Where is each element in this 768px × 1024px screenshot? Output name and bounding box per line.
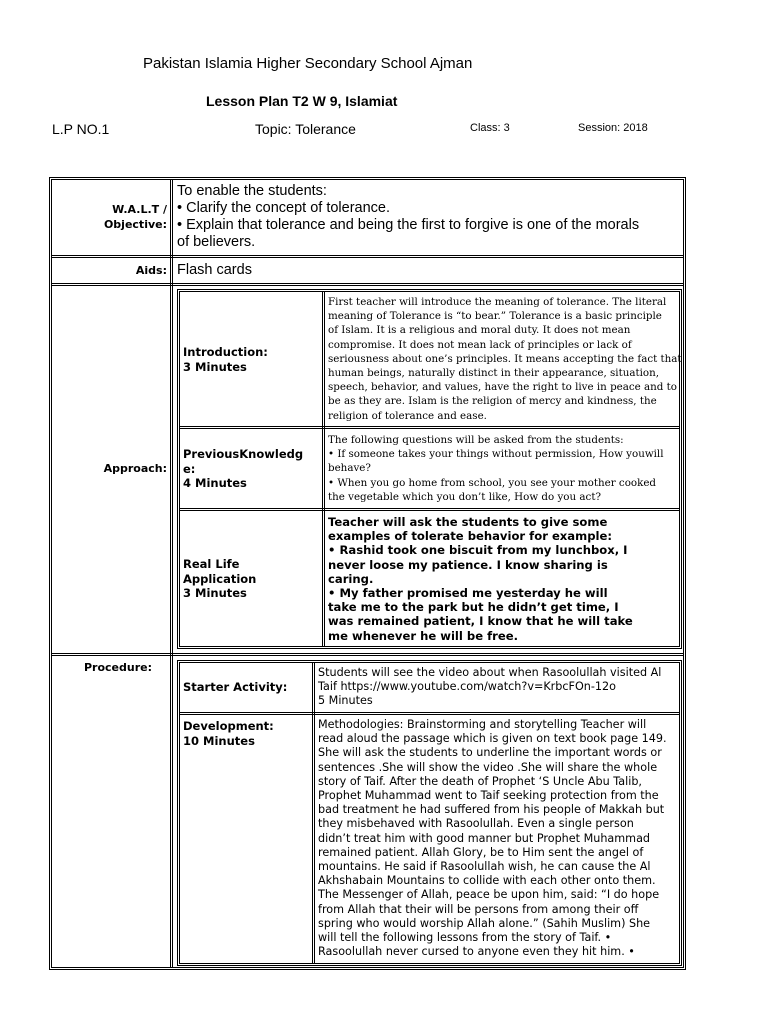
approach-label: Approach:	[103, 462, 167, 475]
row-divider	[51, 285, 684, 286]
approach-row-divider	[179, 426, 680, 427]
row-divider	[51, 283, 684, 284]
lesson-topic: Topic: Tolerance	[255, 121, 356, 137]
walt-objective-label: W.A.L.T / Objective:	[103, 203, 167, 231]
procedure-row-divider	[179, 712, 680, 713]
column-divider	[170, 179, 171, 968]
row-divider	[51, 655, 684, 656]
introduction-label: Introduction: 3 Minutes	[183, 345, 268, 374]
development-label: Development: 10 Minutes	[183, 719, 274, 748]
real-life-application-text: Teacher will ask the students to give some examples of tolerate behavior for example: • Rashid took one biscuit from my lunchbox, I never loose my patience. I know sharing is caring. • My father promised me yesterday he will take me to the park but he didn’t get time, I was remained patient, I know that he will take me whenever he will be free.	[328, 515, 633, 643]
starter-activity-label: Starter Activity:	[183, 680, 288, 694]
previous-knowledge-label: PreviousKnowledg e: 4 Minutes	[183, 447, 304, 490]
lesson-plan-number: L.P NO.1	[52, 121, 110, 137]
session-label: Session: 2018	[578, 122, 648, 134]
class-label: Class: 3	[470, 122, 510, 134]
previous-knowledge-text: The following questions will be asked from the students: • If someone takes your things without permission, How youwill behave? • When you go home from school, you see your mother cooked the vegetable which you don’t like, How do you act?	[328, 434, 664, 503]
lesson-plan-title: Lesson Plan T2 W 9, Islamiat	[206, 93, 398, 109]
real-life-application-label: Real Life Application 3 Minutes	[183, 557, 257, 600]
procedure-column-divider	[314, 662, 315, 964]
walt-objective-text: To enable the students: • Clarify the concept of tolerance. • Explain that tolerance and being the first to forgive is one of the morals of believers.	[177, 183, 640, 250]
approach-row-divider	[179, 510, 680, 511]
procedure-label: Procedure:	[83, 661, 152, 674]
approach-column-divider	[322, 291, 323, 647]
procedure-column-divider	[312, 662, 313, 964]
starter-activity-text: Students will see the video about when Rasoolullah visited Al Taif https://www.youtube.com/watch?v=KrbcFOn-12o 5 Minutes	[318, 666, 662, 708]
development-text: Methodologies: Brainstorming and storytelling Teacher will read aloud the passage which is given on text book page 149. She will ask the students to underline the important words or sentences .She will show the video .She will share the whole story of Taif. After the death of Prophet ‘S Uncle Abu Talib, Prophet Muhammad went to Taif seeking protection from the bad treatment he had suffered from his people of Makkah but they misbehaved with Rasoolullah. Even a single person didn’t treat him with good manner but Prophet Muhammad remained patient. Allah Glory, be to Him sent the angel of mountains. He said if Rasoolullah wish, he can cause the Al Akhshabain Mountains to collide with each other onto them. The Messenger of Allah, peace be upon him, said: “I do hope from Allah that their will be persons from among their off spring who would worship Allah alone.” (Sahih Muslim) She will tell the following lessons from the story of Taif. • Rasoolullah never cursed to anyone even they hit him. •	[318, 718, 667, 959]
approach-row-divider	[179, 428, 680, 429]
aids-label: Aids:	[135, 264, 167, 277]
aids-value: Flash cards	[177, 262, 252, 278]
row-divider	[51, 653, 684, 654]
introduction-text: First teacher will introduce the meaning of tolerance. The literal meaning of Tolerance is “to bear.” Tolerance is a basic principle of Islam. It is a religious and moral duty. It does not mean compromise. It does not mean lack of principles or lack of seriousness about one’s principles. It means accepting the fact that human beings, naturally distinct in their appearance, situation, speech, behavior, and values, have the right to live in peace and to be as they are. Islam is the religion of mercy and kindness, the religion of tolerance and ease.	[328, 296, 682, 422]
column-divider	[172, 179, 173, 968]
school-name: Pakistan Islamia Higher Secondary School Ajman	[143, 55, 473, 72]
row-divider	[51, 257, 684, 258]
approach-column-divider	[324, 291, 325, 647]
row-divider	[51, 255, 684, 256]
procedure-row-divider	[179, 714, 680, 715]
approach-row-divider	[179, 508, 680, 509]
